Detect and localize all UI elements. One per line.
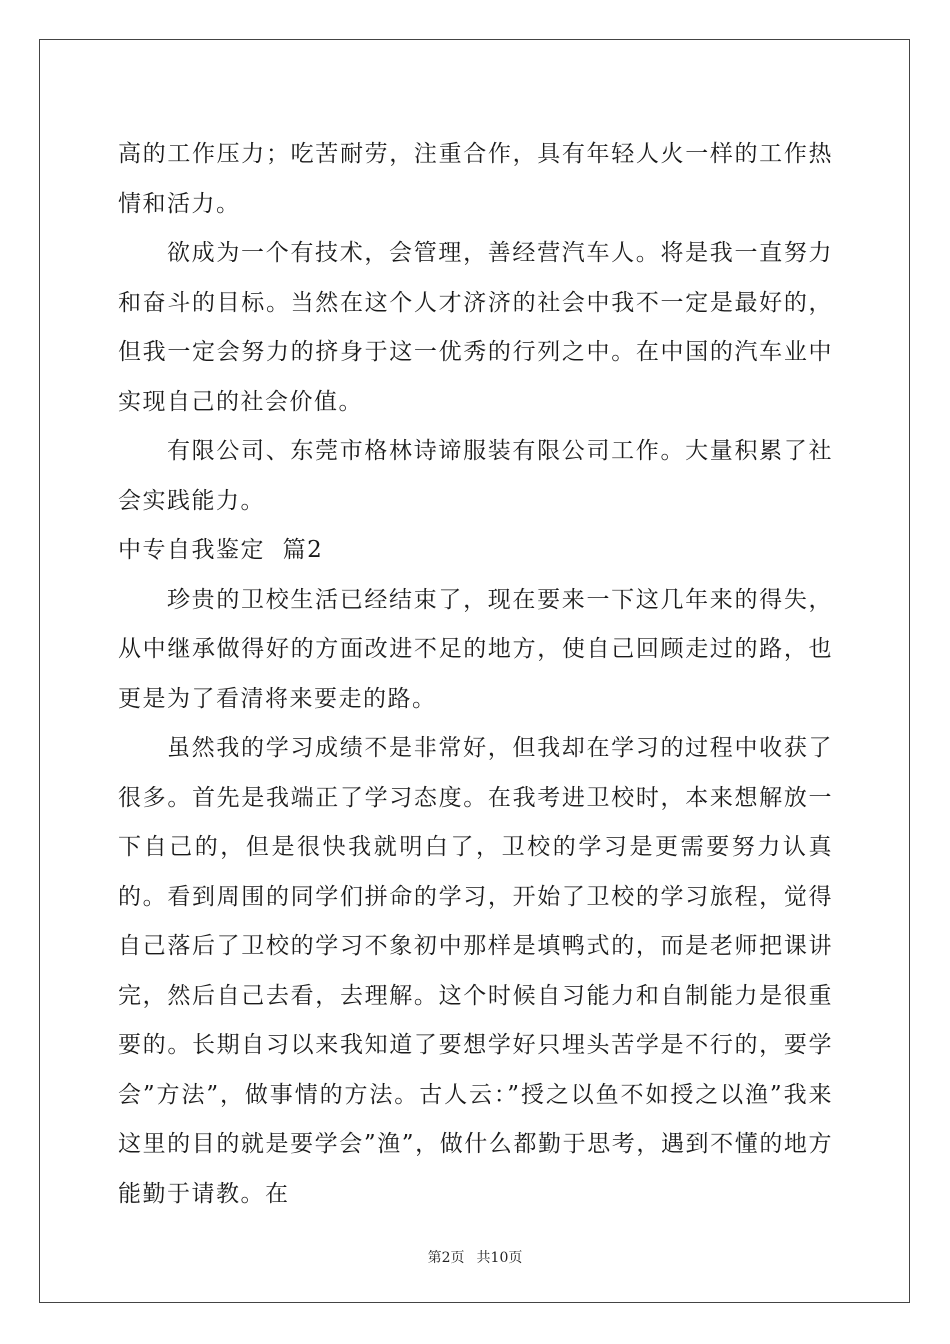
page-footer [0, 1247, 950, 1267]
paragraph-5: 虽然我的学习成绩不是非常好，但我却在学习的过程中收获了很多。首先是我端正了学习态度。在我考进卫校时，本来想解放一下自己的，但是很快我就明白了，卫校的学习是更需要努力认真的。看到周围的同学们拼命的学习，开始了卫校的学习旅程，觉得自己落后了卫校的学习不象初中那样是填鸭式的，而是老师把课讲完，然后自己去看，去理解。这个时候自习能力和自制能力是很重要的。长期自习以来我知道了要想学好只埋头苦学是不行的，要学会”方法”，做事情的方法。古人云：”授之以鱼不如授之以渔”我来这里的目的就是要学会”渔”，做什么都勤于思考，遇到不懂的地方能勤于请教。在 [118, 735, 833, 1207]
document-body [118, 130, 833, 1219]
paragraph-1: 高的工作压力；吃苦耐劳，注重合作，具有年轻人火一样的工作热情和活力。 [118, 141, 833, 217]
page-number: 第2页 [427, 1250, 465, 1266]
page-total: 共10页 [476, 1250, 523, 1266]
paragraph-2: 欲成为一个有技术，会管理，善经营汽车人。将是我一直努力和奋斗的目标。当然在这个人才济济的社会中我不一定是最好的，但我一定会努力的挤身于这一优秀的行列之中。在中国的汽车业中实现自己的社会价值。 [118, 240, 833, 415]
section-heading: 中专自我鉴定 篇2 [118, 537, 324, 563]
paragraph-4: 珍贵的卫校生活已经结束了，现在要来一下这几年来的得失，从中继承做得好的方面改进不足的地方，使自己回顾走过的路，也更是为了看清将来要走的路。 [118, 586, 833, 712]
paragraph-3: 有限公司、东莞市格林诗谛服装有限公司工作。大量积累了社会实践能力。 [118, 438, 833, 514]
